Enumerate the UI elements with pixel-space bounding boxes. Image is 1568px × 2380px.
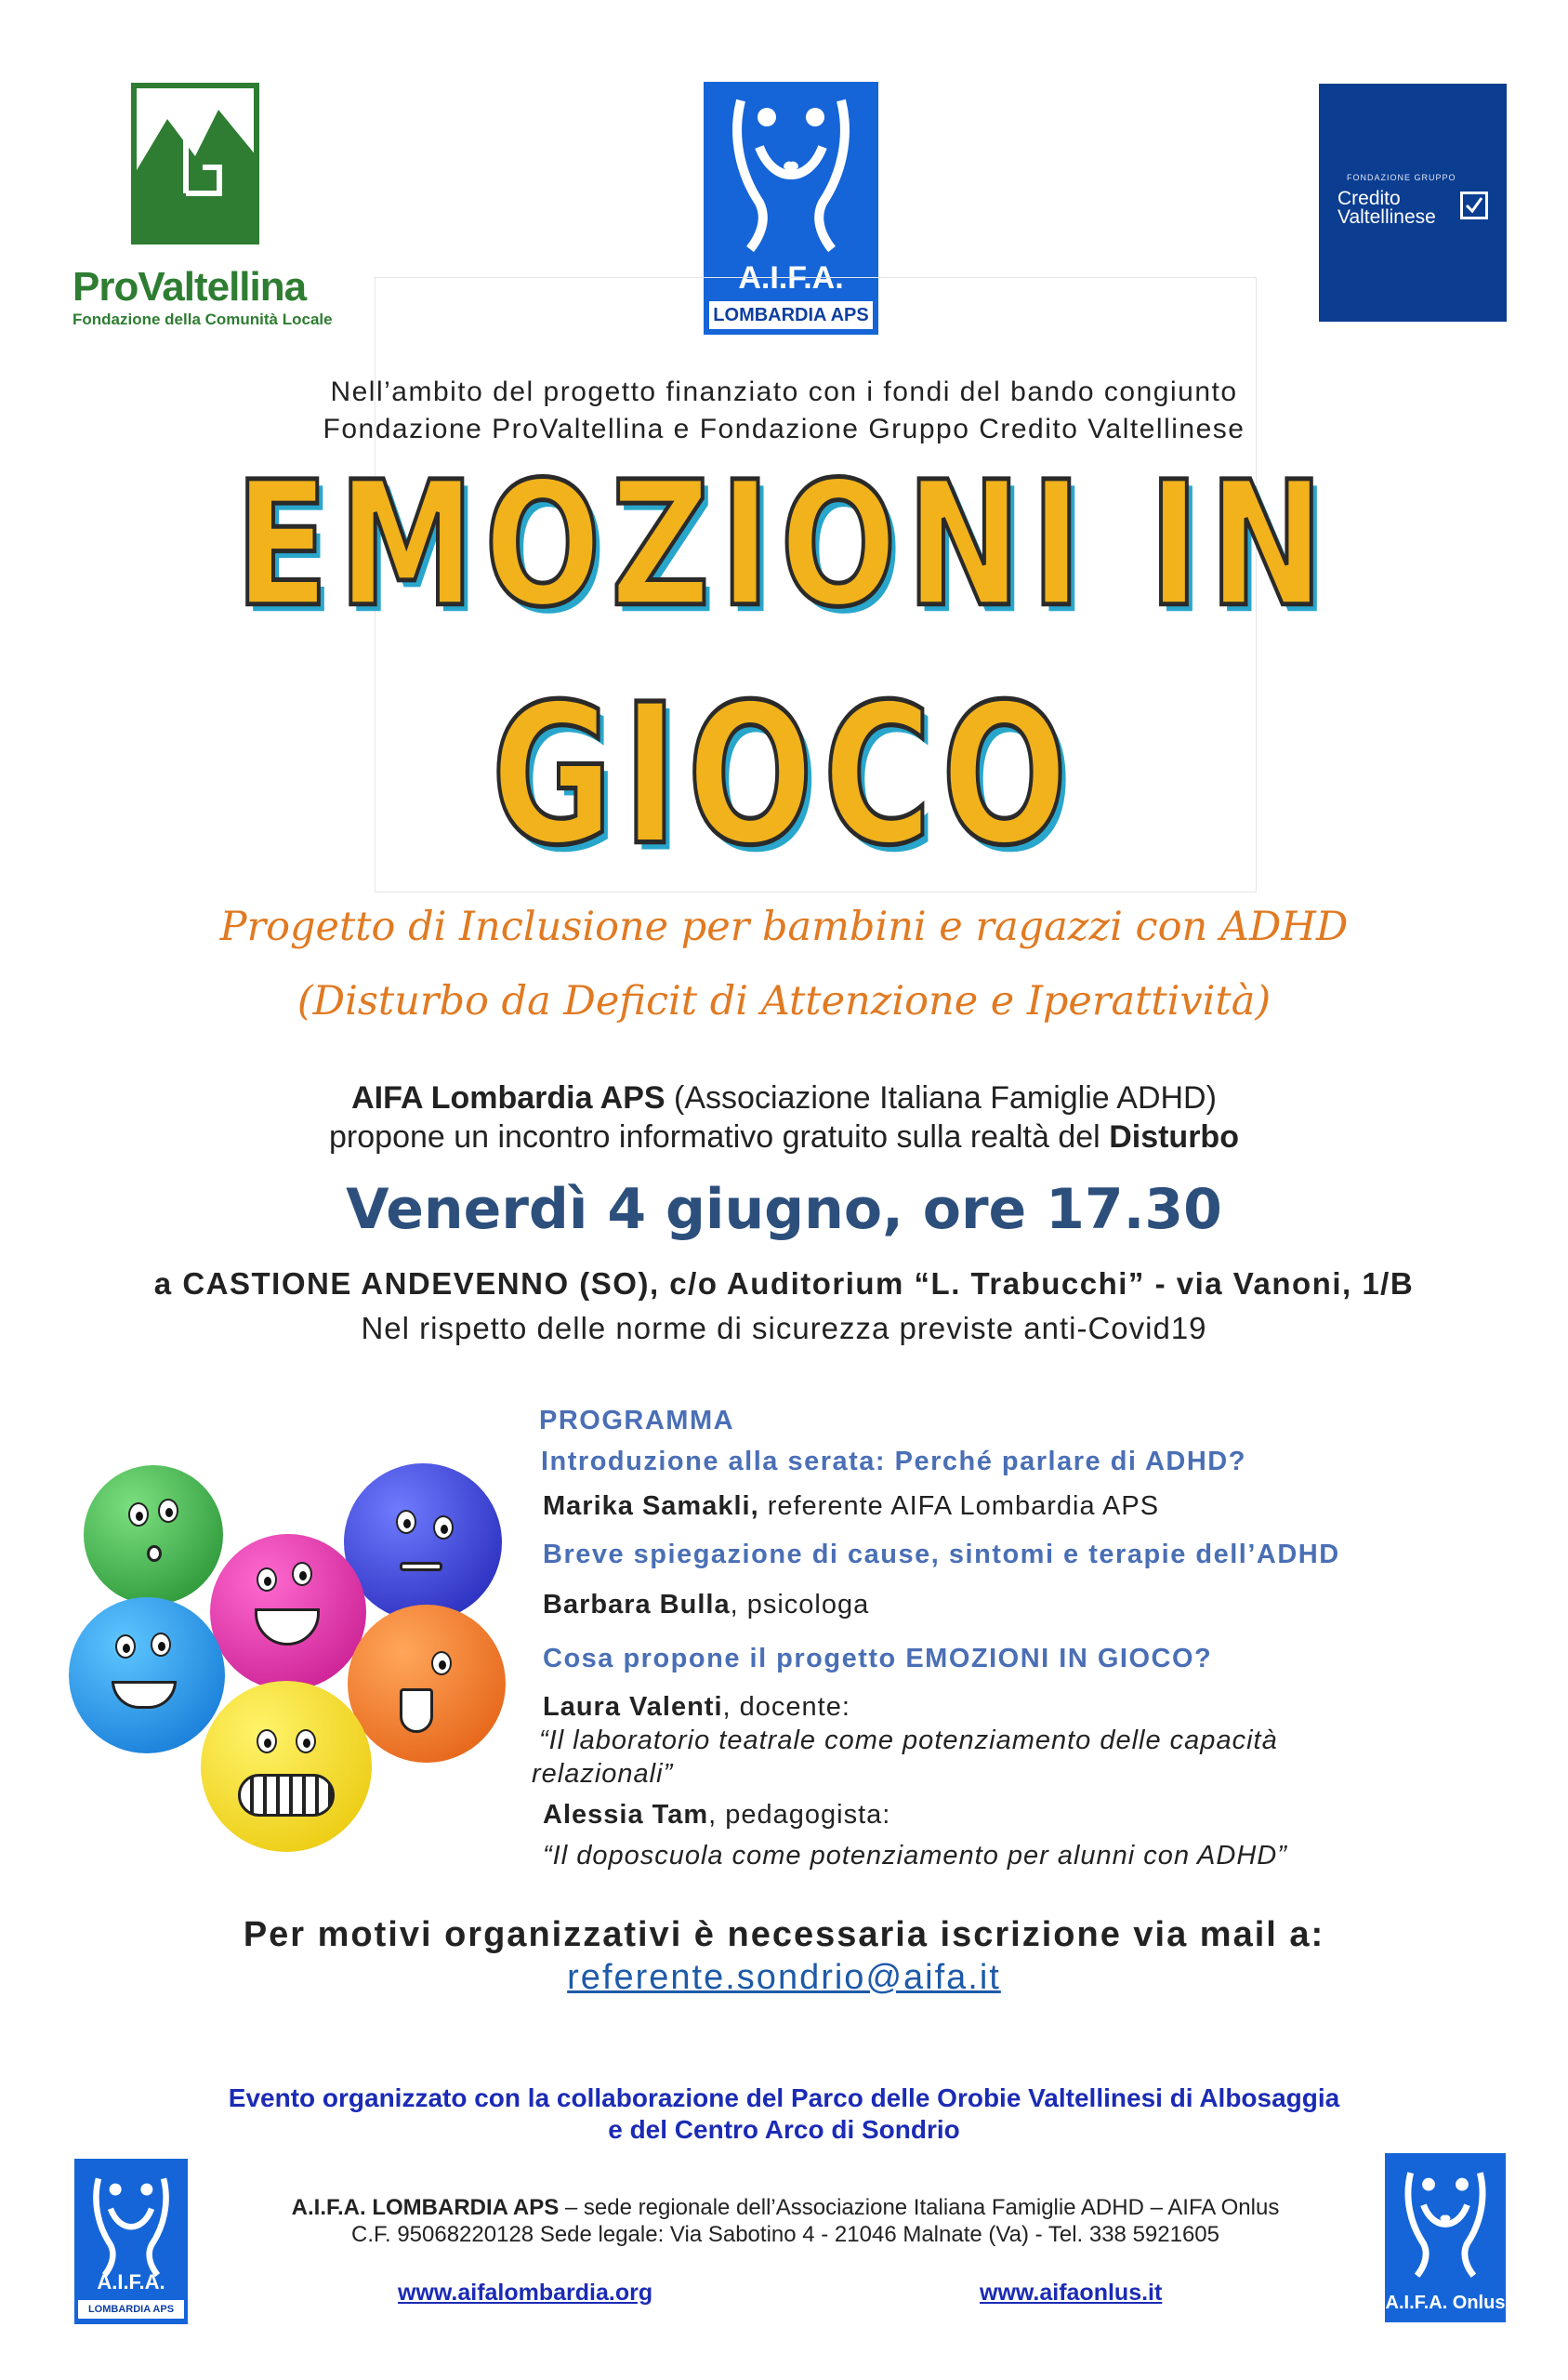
speaker-marika: Marika Samakli, <box>543 1491 759 1521</box>
collaboration-line-1: Evento organizzato con la collaborazione del Parco delle Orobie Valtellinesi di Albosaggia <box>228 2083 1340 2112</box>
role-alessia: , pedagogista: <box>708 1800 891 1830</box>
aifalombardia-link[interactable]: www.aifalombardia.org <box>398 2280 653 2306</box>
provaltellina-subtitle: Fondazione della Comunità Locale <box>72 311 333 328</box>
aifaonlus-link[interactable]: www.aifaonlus.it <box>980 2280 1163 2306</box>
program-item-1-title <box>541 1447 1246 1477</box>
event-venue: a CASTIONE ANDEVENNO (SO), c/o Auditorium “L. Trabucchi” - via Vanoni, 1/B <box>153 1266 1415 1301</box>
emoji-balls-illustration <box>65 1450 511 1878</box>
program-item-3-speaker-2 <box>543 1800 890 1831</box>
event-title-line-1: EMOZIONI IN <box>234 444 1334 645</box>
provaltellina-logo <box>72 82 342 333</box>
event-date: Venerdì 4 giugno, ore 17.30 <box>346 1177 1222 1242</box>
intro-text <box>186 374 1382 448</box>
collaboration-note <box>0 2082 1568 2146</box>
programma-heading: PROGRAMMA <box>539 1406 735 1435</box>
aifa-figures-icon <box>74 2159 188 2289</box>
project-subtitle-line-1: Progetto di Inclusione per bambini e ragazzi con ADHD <box>219 904 1349 950</box>
collaboration-line-2: e del Centro Arco di Sondrio <box>608 2115 960 2144</box>
role-laura: , docente: <box>722 1692 850 1722</box>
proposal-org-full: (Associazione Italiana Famiglie ADHD) <box>665 1080 1217 1116</box>
footer-logo-title: A.I.F.A. <box>97 2270 165 2294</box>
speaker-laura: Laura Valenti <box>543 1692 723 1722</box>
footer-logo-region: LOMBARDIA APS <box>78 2300 184 2319</box>
quote-alessia: “Il doposcuola come potenziamento per alunni con ADHD” <box>543 1841 1287 1871</box>
role-marika: referente AIFA Lombardia APS <box>758 1491 1160 1521</box>
credito-logo-line1: Credito <box>1337 188 1401 209</box>
footer-org-bold: A.I.F.A. LOMBARDIA APS <box>291 2195 560 2220</box>
aifa-lombardia-footer-logo <box>74 2159 188 2324</box>
provaltellina-mountain-icon <box>130 82 260 245</box>
item-1-title-b: Perché parlare di ADHD? <box>894 1447 1246 1476</box>
proposal-bold: Disturbo <box>1109 1119 1239 1155</box>
proposal-line-1 <box>0 1078 1568 1117</box>
covid-note: Nel rispetto delle norme di sicurezza previste anti-Covid19 <box>361 1311 1207 1345</box>
item-1-title-a: Introduzione alla serata: <box>541 1447 895 1476</box>
proposal-text: propone un incontro informativo gratuito sulla realtà del <box>329 1119 1110 1155</box>
green-ball <box>84 1465 223 1605</box>
program-item-3-speaker-1 <box>543 1692 850 1723</box>
program-item-3-title: Cosa propone il progetto EMOZIONI IN GIOCO? <box>543 1644 1213 1673</box>
speaker-alessia: Alessia Tam <box>543 1800 709 1830</box>
registration-email-link[interactable]: referente.sondrio@aifa.it <box>567 1958 1001 1997</box>
registration-text: Per motivi organizzativi è necessaria iscrizione via mail a: <box>243 1915 1325 1954</box>
quote-laura-line-2: relazionali” <box>532 1759 674 1789</box>
credito-valtellinese-logo <box>1319 84 1507 322</box>
footer-address: C.F. 95068220128 Sede legale: Via Sabotino 4 - 21046 Malnate (Va) - Tel. 338 5921605 <box>350 2222 1220 2247</box>
speaker-barbara: Barbara Bulla <box>543 1590 731 1620</box>
credito-logo-small: FONDAZIONE GRUPPO <box>1347 173 1456 182</box>
aifa-onlus-logo <box>1385 2153 1506 2322</box>
program-item-2-speaker <box>543 1590 869 1620</box>
pink-ball <box>210 1534 366 1690</box>
provaltellina-name: ProValtellina <box>72 264 307 310</box>
program-item-1-speaker <box>543 1491 1159 1522</box>
blue-ball-top <box>344 1463 502 1621</box>
project-subtitle-line-2: (Disturbo da Deficit di Attenzione e Iperattività) <box>296 978 1272 1025</box>
orange-ball <box>348 1605 506 1763</box>
quote-laura-line-1: “Il laboratorio teatrale come potenziamento delle capacità <box>539 1726 1278 1755</box>
proposal-line-2 <box>0 1117 1568 1157</box>
proposal-org: AIFA Lombardia APS <box>351 1080 665 1116</box>
footer-org-rest: – sede regionale dell’Associazione Italiana Famiglie ADHD – AIFA Onlus <box>559 2195 1280 2220</box>
footer-org-line <box>232 2194 1338 2222</box>
aifa-figures-icon <box>1385 2153 1506 2289</box>
onlus-logo-title: A.I.F.A. Onlus <box>1385 2293 1506 2313</box>
intro-line-2: Fondazione ProValtellina e Fondazione Gruppo Credito Valtellinese <box>323 414 1245 444</box>
yellow-ball <box>201 1681 372 1852</box>
aifa-logo-region: LOMBARDIA APS <box>709 301 873 329</box>
program-item-2-title: Breve spiegazione di cause, sintomi e terapie dell’ADHD <box>543 1540 1340 1569</box>
aifa-proposal <box>0 1078 1568 1157</box>
aifa-logo-title: A.I.F.A. <box>738 260 844 296</box>
checkmark-icon <box>1460 192 1488 219</box>
event-title-line-2: GIOCO <box>491 661 1077 889</box>
role-barbara: , psicologa <box>730 1590 870 1620</box>
credito-logo-line2: Valtellinese <box>1337 206 1436 228</box>
aifa-figures-icon <box>704 82 878 258</box>
intro-line-1: Nell’ambito del progetto finanziato con i fondi del bando congiunto <box>330 377 1238 407</box>
blue-ball-left <box>69 1597 225 1753</box>
